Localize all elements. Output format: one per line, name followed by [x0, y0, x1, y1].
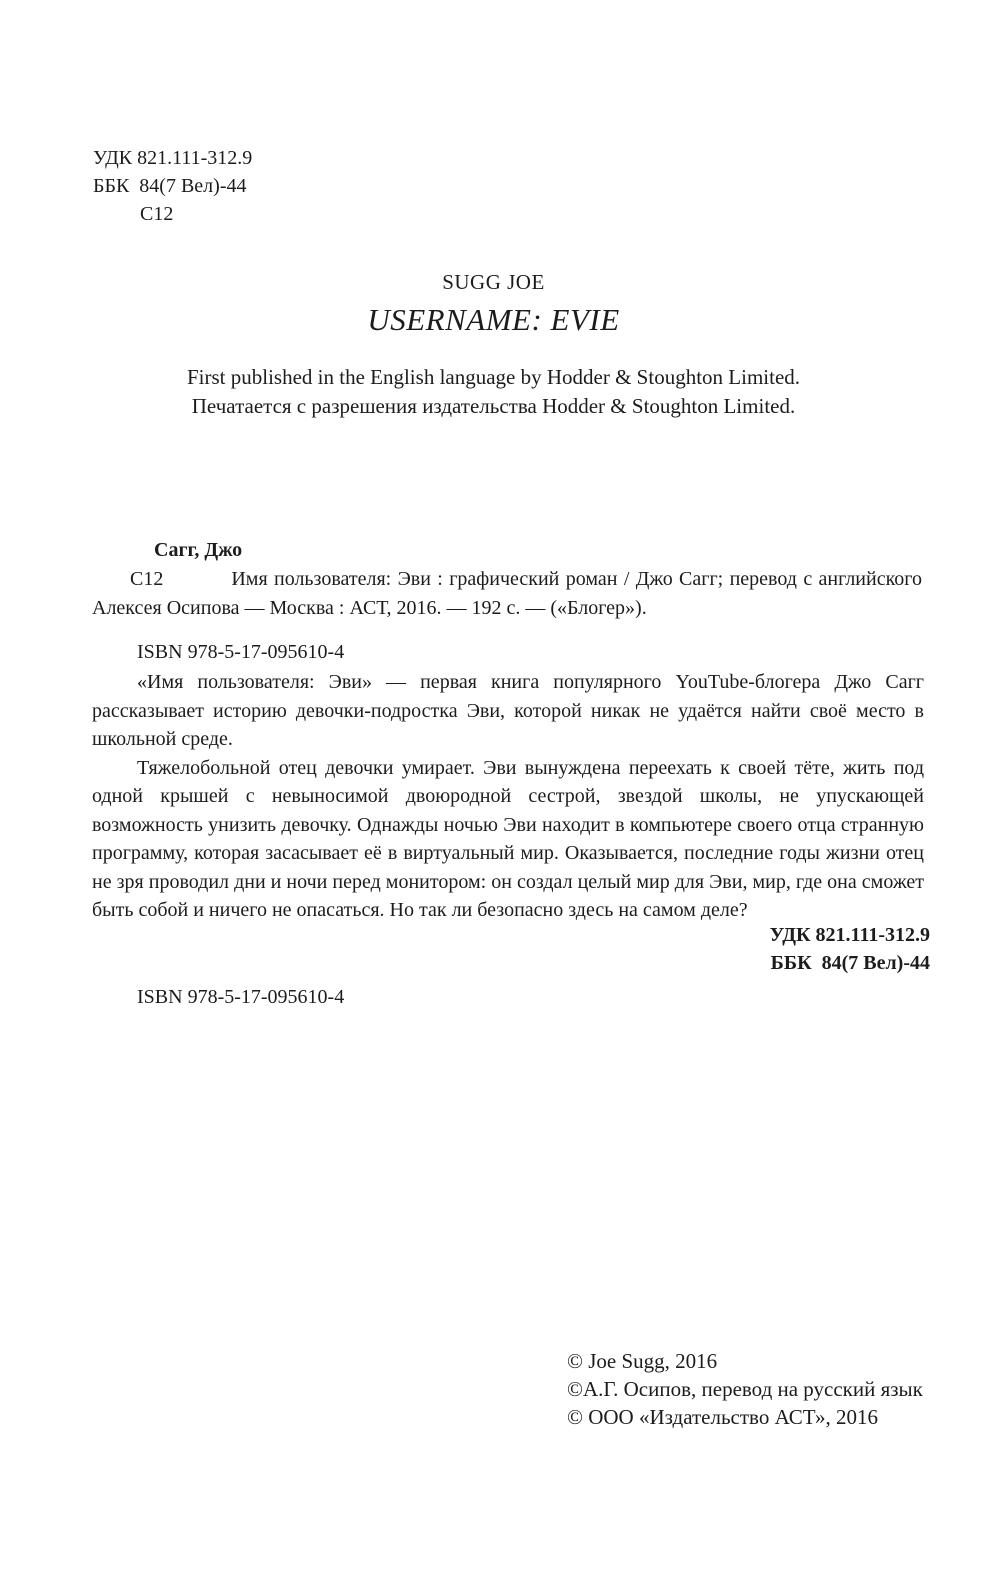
- catalog-card: [92, 536, 922, 623]
- annotation-paragraph-1: «Имя пользователя: Эви» — первая книга популярного YouTube-блогера Джо Сагг рассказывает историю девочки-подростка Эви, которой никак не удаётся найти своё место в школьной среде.: [92, 671, 924, 750]
- publisher-note: [0, 363, 987, 421]
- catalog-description: [92, 565, 922, 623]
- annotation-block: [92, 668, 924, 925]
- catalog-author-sign: С12: [130, 568, 164, 590]
- bbk-number: ББК 84(7 Вел)-44: [93, 175, 247, 197]
- udk-number: УДК 821.111-312.9: [93, 147, 253, 169]
- top-classification-block: [93, 144, 252, 228]
- author-sign-code: С12: [140, 203, 174, 225]
- publisher-note-english: First published in the English language by Hodder & Stoughton Limited.: [186, 365, 801, 389]
- copyright-block: [567, 1347, 923, 1431]
- catalog-description-text: Имя пользователя: Эви : графический роман / Джо Сагг; перевод с английского Алексея Осипова — Москва : АСТ, 2016. — 192 с. — («Блогер»).: [92, 568, 922, 619]
- title-block: [0, 270, 987, 338]
- annotation-paragraph-2: Тяжелобольной отец девочки умирает. Эви вынуждена переехать к своей тёте, жить под одной крышей с невыносимой двоюродной сестрой, звездой школы, не упускающей возможность унизить девочку. Однажды ночью Эви находит в компьютере своего отца странную программу, которая засасывает её в виртуальный мир. Оказывается, последние годы жизни отец не зря проводил дни и ночи перед монитором: он создал целый мир для Эви, мир, где она сможет быть собой и ничего не опасаться. Но так ли безопасно здесь на самом деле?: [92, 756, 924, 921]
- copyright-publisher: © ООО «Издательство АСТ», 2016: [567, 1405, 878, 1429]
- author-name: SUGG JOE: [442, 270, 545, 294]
- copyright-translator: ©А.Г. Осипов, перевод на русский язык: [567, 1377, 923, 1401]
- copyright-author: © Joe Sugg, 2016: [567, 1349, 718, 1373]
- book-title: USERNAME: EVIE: [367, 302, 620, 337]
- classification-right-block: [770, 921, 930, 977]
- isbn-top: ISBN 978-5-17-095610-4: [137, 641, 345, 663]
- isbn-bottom: ISBN 978-5-17-095610-4: [137, 986, 345, 1008]
- bbk-number-bold: ББК 84(7 Вел)-44: [770, 952, 930, 974]
- publisher-note-russian: Печатается с разрешения издательства Hodder & Stoughton Limited.: [191, 394, 796, 418]
- udk-number-bold: УДК 821.111-312.9: [769, 924, 930, 946]
- catalog-author-heading: Сагг, Джо: [154, 539, 243, 561]
